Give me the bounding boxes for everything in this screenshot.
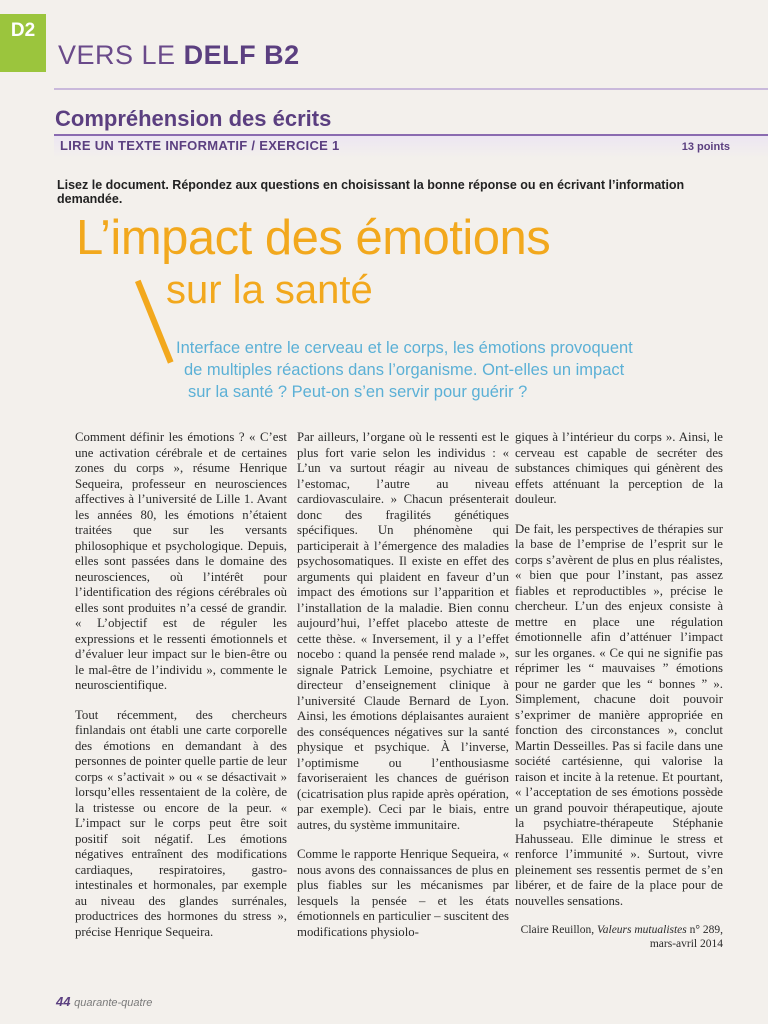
lede-line: Interface entre le cerveau et le corps, les émotions provoquent (176, 339, 633, 357)
article-column-1 (75, 430, 287, 954)
header-title-level: DELF B2 (183, 40, 300, 70)
section-tag-label: D2 (10, 20, 36, 41)
paragraph: Comment définir les émotions ? « C’est une activation cérébrale et de certaines zones du corps », résume Henrique Sequeira, professeur en neurosciences affectives à l’université de Lille 1. Avant les années 80, les émotions n’étaient traitées que sur les versants philosophique et psychologique. Depuis, elles sont passées dans le domaine des neurosciences, où l’intérêt pour l’identification des régions cérébrales où elles sont produites n’a cessé de grandir. « L’objectif est de réguler les expressions et le ressenti émotionnels et d’évaluer leur impact sur le bien-être ou le mal-être de l’individu », commente le neuroscientifique. (75, 430, 287, 692)
section-tag (0, 14, 46, 72)
article-subtitle: sur la santé (166, 268, 373, 312)
source-date: mars-avril 2014 (649, 938, 723, 950)
paragraph: giques à l’intérieur du corps ». Ainsi, le cerveau est capable de secréter des substances chimiques qui génèrent des effets atténuant la perception de la douleur. (515, 430, 723, 506)
lede-line: sur la santé ? Peut-on s’en servir pour guérir ? (188, 383, 528, 401)
source-issue: n° 289, (689, 924, 723, 936)
page-footer (56, 994, 152, 1009)
header-title (58, 40, 300, 71)
header-divider (54, 88, 768, 90)
section-heading: Compréhension des écrits (55, 106, 332, 131)
exercise-subheading: LIRE UN TEXTE INFORMATIF / EXERCICE 1 (60, 138, 340, 153)
source-author: Claire Reuillon, (520, 924, 595, 936)
article-title: L’impact des émotions (76, 211, 551, 265)
page-number: 44 (56, 994, 71, 1009)
points-label: 13 points (681, 141, 730, 153)
page-number-words: quarante-quatre (74, 997, 153, 1009)
paragraph: Tout récemment, des chercheurs finlandais ont établi une carte corporelle des émotions en demandant à des personnes de pointer quelle partie de leur corps « s’activait » ou « se désactivait » lorsqu’elles ressentaient de la colère, de la tristesse ou encore de la peur. « L’impact sur le corps peut être soit positif soit négatif. Les émotions négatives entraînent des modifications cardiaques, respiratoires, gastro-intestinales et hormonales, par exemple au niveau des glandes surrénales, productrices des hormones du stress », précise Henrique Sequeira. (75, 707, 287, 939)
instructions: Lisez le document. Répondez aux questions en choisissant la bonne réponse ou en écrivant l’information demandée. (57, 178, 685, 206)
header-title-prefix: VERS LE (58, 40, 176, 70)
paragraph: Par ailleurs, l’organe où le ressenti est le plus fort varie selon les individus : « L’un va surtout réagir au niveau de l’estomac, l’autre au niveau cardiovasculaire. » Chacun présenterait donc des fragilités génétiques spécifiques. Un phénomène qui participerait à l’émergence des maladies psychosomatiques. Il existe en effet des arguments qui plaident en faveur d’un impact des émotions sur l’apparition et l’installation de la maladie. Bien connu aujourd’hui, l’effet placebo atteste de cette thèse. « Inversement, il y a l’effet nocebo : quand la pensée rend malade », signale Patrick Lemoine, psychiatre et directeur d’enseignement clinique à l’université Claude Bernard de Lyon. Ainsi, les émotions déplaisantes auraient des conséquences négatives sur la santé physique et psychique. À l’inverse, l’optimisme ou l’enthousiasme favoriseraient les chances de guérison (cicatrisation plus rapide après opération, par exemple). Ceci par le biais, entre autres, du système immunitaire. (297, 430, 509, 832)
article-column-3 (515, 430, 723, 965)
paragraph: De fait, les perspectives de thérapies sur la base de l’emprise de l’esprit sur le corps s’avèrent de plus en plus réalistes, « bien que pour l’instant, pas assez fiables et reproductibles », précise le chercheur. L’un des enjeux consiste à mettre en place une régulation émotionnelle afin d’atténuer l’impact sur les organes. « Ce qui ne signifie pas réprimer les “ mauvaises ” émotions pour ne garder que les “ bonnes ” ». Simplement, chacune doit pouvoir s’exprimer de manière appropriée en fonction des circonstances », conclut Martin Desseilles. Pas si facile dans une société cartésienne, qui valorise la raison et incite à la retenue. Et pourtant, « l’acceptation de ses émotions possède un grand pouvoir thérapeutique, ajoute la psychiatre-thérapeute Stéphanie Hahusseau. Elle diminue le stress et renforce l’immunité ». Surtout, vivre pleinement ses ressentis permet de s’en libérer, et de faire de la place pour de nouvelles sensations. (515, 521, 723, 908)
article-source (515, 923, 723, 951)
article-column-2 (297, 430, 509, 954)
source-publication: Valeurs mutualistes (597, 924, 687, 936)
lede-line: de multiples réactions dans l’organisme. Ont-elles un impact (184, 361, 625, 379)
article-lede (176, 337, 696, 403)
paragraph: Comme le rapporte Henrique Sequeira, « nous avons des connaissances de plus en plus fiables sur les mécanismes par lesquels la pensée – et les états émotionnels en particulier – suscitent des modifications physiolo- (297, 847, 509, 939)
